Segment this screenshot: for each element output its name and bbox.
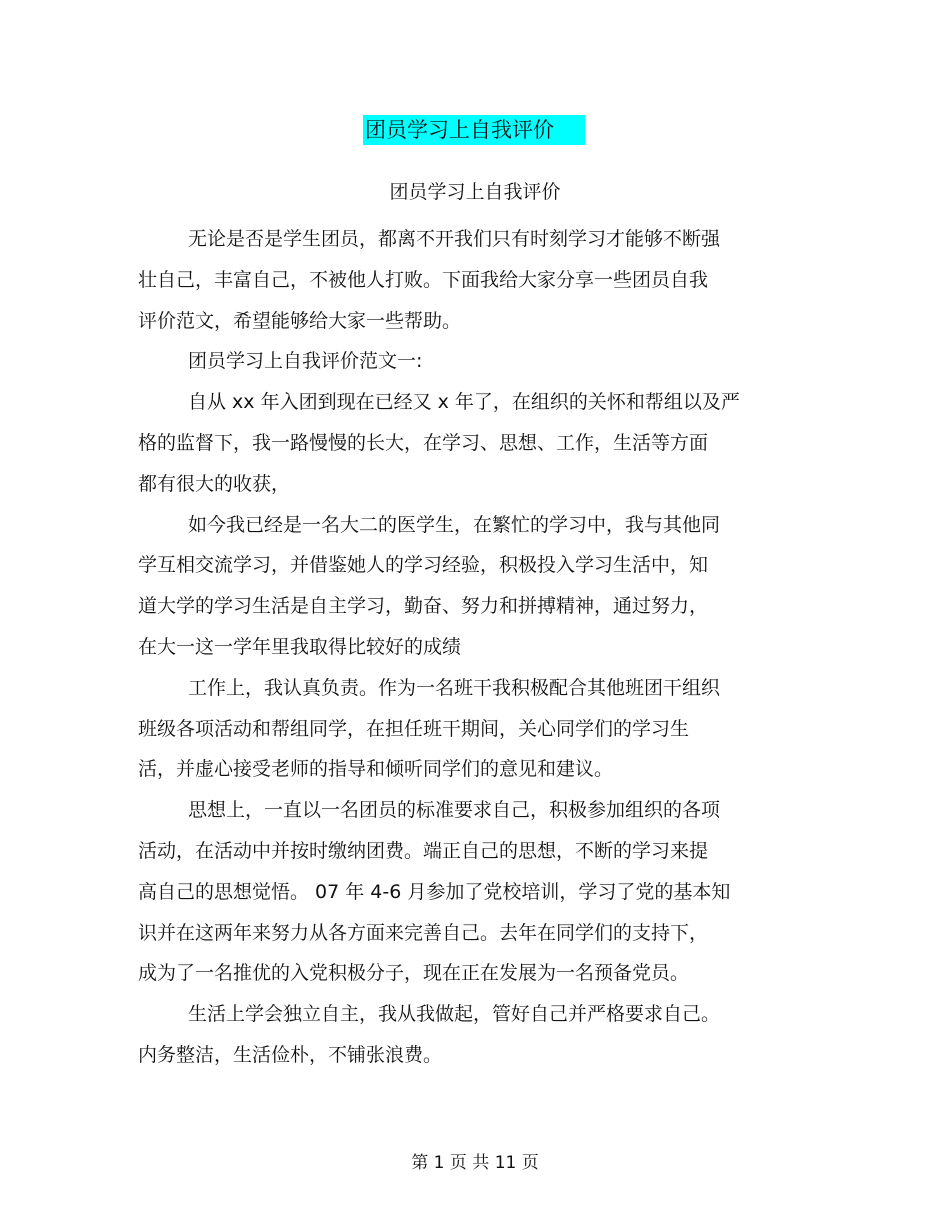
paragraph-line: 评价范文，希望能够给大家一些帮助。 bbox=[138, 309, 462, 332]
document-subtitle: 团员学习上自我评价 bbox=[389, 181, 561, 203]
paragraph-line: 在大一这一学年里我取得比较好的成绩 bbox=[138, 635, 462, 658]
paragraph-line: 思想上，一直以一名团员的标准要求自己，积极参加组织的各项 bbox=[188, 799, 721, 822]
paragraph-line: 活，并虚心接受老师的指导和倾听同学们的意见和建议。 bbox=[138, 758, 614, 781]
paragraph-line: 班级各项活动和帮组同学，在担任班干期间，关心同学们的学习生 bbox=[138, 717, 690, 740]
paragraph-line: 道大学的学习生活是自主学习，勤奋、努力和拼搏精神，通过努力， bbox=[138, 595, 709, 618]
paragraph-line: 内务整洁，生活俭朴，不铺张浪费。 bbox=[138, 1043, 443, 1066]
paragraph-line: 学互相交流学习，并借鉴她人的学习经验，积极投入学习生活中，知 bbox=[138, 554, 709, 577]
paragraph-line: 工作上，我认真负责。作为一名班干我积极配合其他班团干组织 bbox=[188, 676, 721, 699]
paragraph-line: 活动，在活动中并按时缴纳团费。端正自己的思想，不断的学习来提 bbox=[138, 839, 709, 862]
paragraph-line: 自从 xx 年入团到现在已经又 x 年了，在组织的关怀和帮组以及严 bbox=[188, 391, 740, 414]
paragraph-line: 高自己的思想觉悟。 07 年 4-6 月参加了党校培训，学习了党的基本知 bbox=[138, 880, 731, 903]
paragraph-line: 识并在这两年来努力从各方面来完善自己。去年在同学们的支持下， bbox=[138, 921, 709, 944]
paragraph-line: 无论是否是学生团员，都离不开我们只有时刻学习才能够不断强 bbox=[188, 228, 721, 250]
document-title-highlighted bbox=[363, 115, 585, 145]
paragraph-line: 都有很大的收获， bbox=[138, 472, 291, 495]
paragraph-line: 格的监督下，我一路慢慢的长大，在学习、思想、工作，生活等方面 bbox=[138, 431, 709, 454]
document-title-text: 团员学习上自我评价 bbox=[365, 118, 554, 142]
paragraph-line: 生活上学会独立自主，我从我做起，管好自己并严格要求自己。 bbox=[188, 1003, 721, 1026]
page-number-footer: 第 1 页 共 11 页 bbox=[411, 1153, 539, 1173]
paragraph-line: 如今我已经是一名大二的医学生，在繁忙的学习中，我与其他同 bbox=[188, 513, 721, 536]
paragraph-line: 成为了一名推优的入党积极分子，现在正在发展为一名预备党员。 bbox=[138, 962, 690, 985]
document-body bbox=[138, 219, 798, 1076]
section-heading-line: 团员学习上自我评价范文一: bbox=[188, 350, 423, 373]
paragraph-line: 壮自己，丰富自己，不被他人打败。下面我给大家分享一些团员自我 bbox=[138, 268, 709, 291]
